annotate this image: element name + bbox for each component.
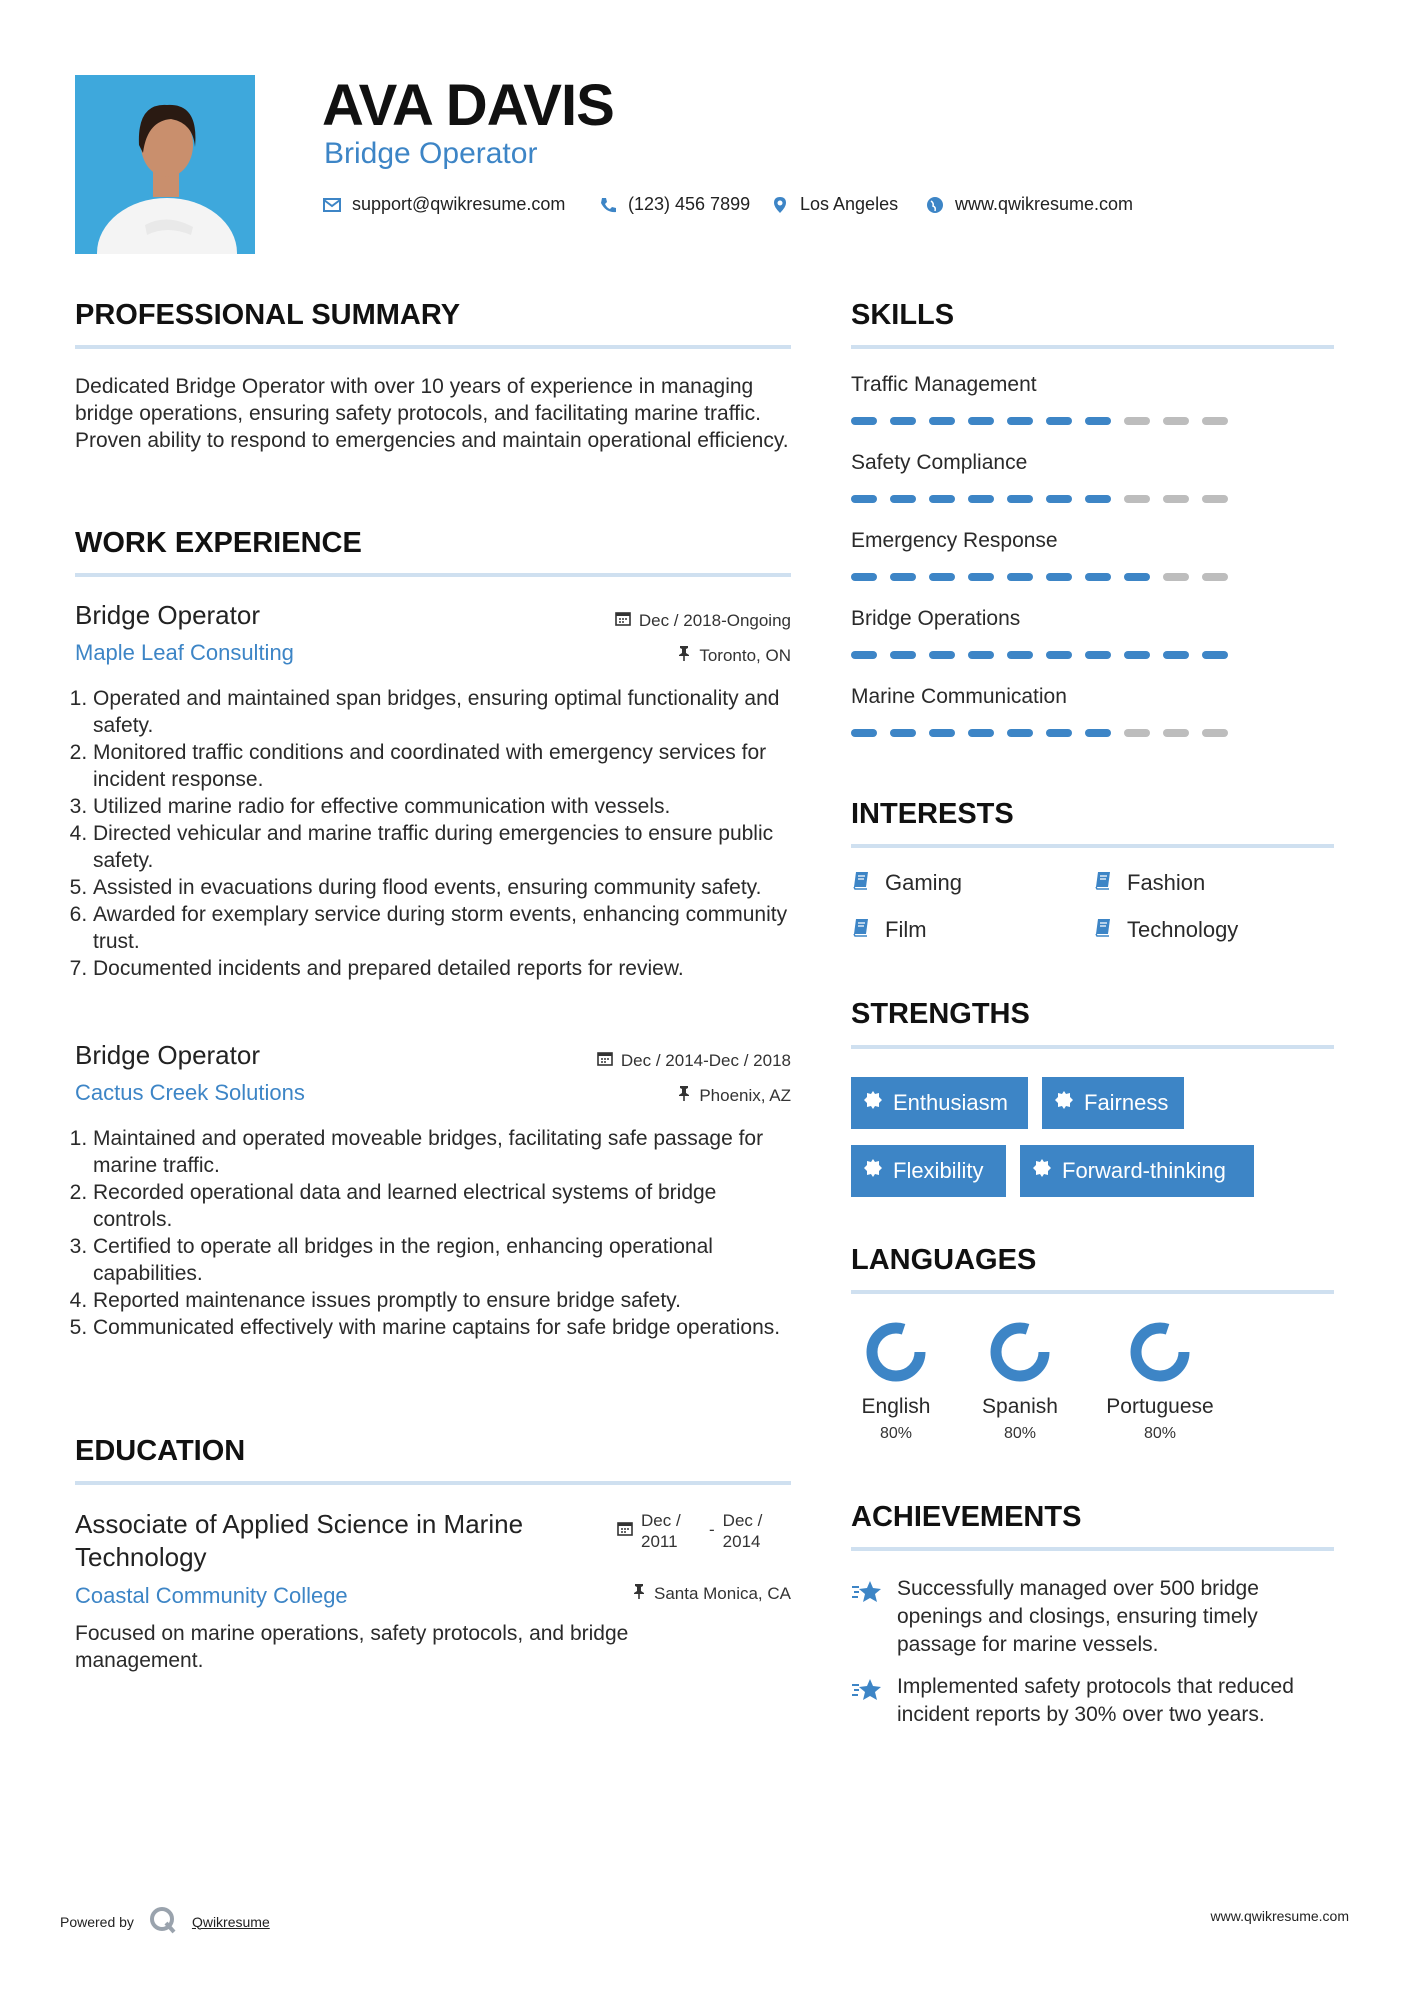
job-date: Dec / 2014-Dec / 2018 bbox=[597, 1050, 791, 1071]
skill-rating bbox=[851, 573, 1228, 581]
contact-phone[interactable] bbox=[598, 194, 750, 215]
list-item: 3. Certified to operate all bridges in the region, enhancing operational capabilities. bbox=[93, 1233, 793, 1287]
language-ring-arc bbox=[996, 1328, 1044, 1376]
rating-dash-filled bbox=[1007, 729, 1033, 737]
rating-dash-filled bbox=[1046, 417, 1072, 425]
powered-by-text: Powered by bbox=[60, 1913, 134, 1930]
globe-icon bbox=[925, 195, 945, 215]
phone-icon bbox=[598, 195, 618, 215]
calendar-icon bbox=[617, 1510, 633, 1552]
envelope-icon bbox=[322, 195, 342, 215]
website-text: www.qwikresume.com bbox=[955, 194, 1134, 214]
skill-rating bbox=[851, 417, 1228, 425]
languages-heading: LANGUAGES bbox=[851, 1244, 1037, 1276]
rating-dash-filled bbox=[1046, 495, 1072, 503]
rating-dash-filled bbox=[929, 573, 955, 581]
job-bullets bbox=[75, 685, 793, 982]
pushpin-icon bbox=[632, 1583, 646, 1604]
location-text: Los Angeles bbox=[800, 194, 899, 214]
rating-dash-filled bbox=[1085, 573, 1111, 581]
skills-heading: SKILLS bbox=[851, 299, 955, 331]
phone-text: (123) 456 7899 bbox=[628, 194, 751, 214]
school-name: Coastal Community College bbox=[75, 1583, 348, 1608]
rating-dash-filled bbox=[890, 573, 916, 581]
rating-dash-filled bbox=[929, 729, 955, 737]
map-pin-icon bbox=[770, 195, 790, 215]
skill-name: Traffic Management bbox=[851, 373, 1037, 396]
education-end: Dec / 2014 bbox=[722, 1511, 763, 1551]
rating-dash-filled bbox=[890, 729, 916, 737]
skill-item bbox=[851, 529, 1228, 607]
contact-website[interactable] bbox=[925, 194, 1133, 215]
summary-text: Dedicated Bridge Operator with over 10 years of experience in managing bridge operations, ensuring safety protocols, and facilitating marine traffic. Proven ability to respond to emergencies and maintain operational efficiency. bbox=[75, 375, 789, 452]
languages-list bbox=[851, 1320, 1221, 1443]
badge-icon bbox=[1032, 1158, 1052, 1184]
skill-item bbox=[851, 607, 1228, 685]
rating-dash-filled bbox=[1124, 651, 1150, 659]
pushpin-icon bbox=[677, 1085, 691, 1106]
skill-item bbox=[851, 685, 1228, 763]
language-ring bbox=[988, 1320, 1052, 1384]
footer-website[interactable]: www.qwikresume.com bbox=[1210, 1908, 1349, 1924]
badge-icon bbox=[863, 1158, 883, 1184]
education-location: Santa Monica, CA bbox=[632, 1583, 791, 1604]
list-item: 1. Operated and maintained span bridges, ensuring optimal functionality and safety. bbox=[93, 685, 793, 739]
interest-item: Gaming bbox=[851, 870, 962, 896]
skill-name: Bridge Operations bbox=[851, 607, 1021, 630]
strengths-heading: STRENGTHS bbox=[851, 998, 1030, 1030]
rating-dash-filled bbox=[1007, 495, 1033, 503]
rating-dash-filled bbox=[968, 573, 994, 581]
rating-dash-filled bbox=[929, 495, 955, 503]
language-item bbox=[975, 1320, 1065, 1443]
education-description: Focused on marine operations, safety protocols, and bridge management. bbox=[75, 1622, 629, 1672]
language-name: Spanish bbox=[982, 1395, 1058, 1418]
contact-location bbox=[770, 194, 898, 215]
skill-rating bbox=[851, 729, 1228, 737]
rating-dash-filled bbox=[968, 729, 994, 737]
book-icon bbox=[851, 917, 871, 943]
language-item bbox=[851, 1320, 941, 1443]
education-start: Dec / 2011 bbox=[641, 1511, 681, 1551]
job-bullets bbox=[75, 1125, 793, 1341]
list-item: 5. Assisted in evacuations during flood events, ensuring community safety. bbox=[93, 874, 793, 901]
interest-item: Technology bbox=[1093, 917, 1238, 943]
achievements-divider bbox=[851, 1547, 1334, 1551]
candidate-role: Bridge Operator bbox=[324, 137, 538, 170]
rating-dash-filled bbox=[1085, 651, 1111, 659]
rating-dash-filled bbox=[929, 417, 955, 425]
language-name: Portuguese bbox=[1106, 1395, 1214, 1418]
rating-dash-filled bbox=[1007, 417, 1033, 425]
language-percent: 80% bbox=[1143, 1425, 1177, 1442]
rating-dash-filled bbox=[851, 729, 877, 737]
rating-dash-empty bbox=[1163, 495, 1189, 503]
rating-dash-filled bbox=[1085, 417, 1111, 425]
summary-divider bbox=[75, 345, 791, 349]
rating-dash-filled bbox=[851, 651, 877, 659]
list-item: 6. Awarded for exemplary service during storm events, enhancing community trust. bbox=[93, 901, 793, 955]
achievement-item: Implemented safety protocols that reduced incident reports by 30% over two years. bbox=[851, 1673, 1331, 1729]
skill-item bbox=[851, 373, 1228, 451]
education-date: Dec / 2011 - Dec / 2014 bbox=[617, 1510, 783, 1552]
job-company: Cactus Creek Solutions bbox=[75, 1080, 305, 1105]
achievements-heading: ACHIEVEMENTS bbox=[851, 1501, 1082, 1533]
rating-dash-empty bbox=[1163, 573, 1189, 581]
job-title: Bridge Operator bbox=[75, 600, 260, 630]
email-text: support@qwikresume.com bbox=[352, 194, 566, 214]
rating-dash-filled bbox=[890, 417, 916, 425]
badge-icon bbox=[863, 1090, 883, 1116]
skill-rating bbox=[851, 495, 1228, 503]
strengths-divider bbox=[851, 1045, 1334, 1049]
languages-divider bbox=[851, 1290, 1334, 1294]
skill-rating bbox=[851, 651, 1228, 659]
language-name: English bbox=[861, 1395, 931, 1418]
strength-tag: Fairness bbox=[1042, 1077, 1184, 1129]
education-divider bbox=[75, 1481, 791, 1485]
rating-dash-filled bbox=[1046, 651, 1072, 659]
skill-name: Marine Communication bbox=[851, 685, 1067, 708]
badge-icon bbox=[1054, 1090, 1074, 1116]
contact-email[interactable] bbox=[322, 194, 565, 215]
shooting-star-icon bbox=[851, 1575, 883, 1659]
interest-item: Fashion bbox=[1093, 870, 1205, 896]
job-date: Dec / 2018-Ongoing bbox=[615, 610, 791, 631]
skill-name: Safety Compliance bbox=[851, 451, 1028, 474]
book-icon bbox=[1093, 870, 1113, 896]
rating-dash-filled bbox=[1163, 651, 1189, 659]
pushpin-icon bbox=[677, 645, 691, 666]
skill-item bbox=[851, 451, 1228, 529]
list-item: 3. Utilized marine radio for effective communication with vessels. bbox=[93, 793, 793, 820]
rating-dash-empty bbox=[1124, 417, 1150, 425]
list-item: 5. Communicated effectively with marine captains for safe bridge operations. bbox=[93, 1314, 793, 1341]
interest-item: Film bbox=[851, 917, 927, 943]
list-item: 7. Documented incidents and prepared detailed reports for review. bbox=[93, 955, 793, 982]
candidate-name: AVA DAVIS bbox=[322, 73, 614, 138]
skills-divider bbox=[851, 345, 1334, 349]
skills-list bbox=[851, 373, 1228, 763]
list-item: 4. Reported maintenance issues promptly to ensure bridge safety. bbox=[93, 1287, 793, 1314]
rating-dash-filled bbox=[851, 417, 877, 425]
rating-dash-empty bbox=[1163, 729, 1189, 737]
rating-dash-filled bbox=[1202, 651, 1228, 659]
rating-dash-filled bbox=[1046, 573, 1072, 581]
brand-link[interactable]: Qwikresume bbox=[191, 1913, 270, 1930]
rating-dash-filled bbox=[929, 651, 955, 659]
rating-dash-empty bbox=[1163, 417, 1189, 425]
rating-dash-empty bbox=[1202, 729, 1228, 737]
language-ring bbox=[864, 1320, 928, 1384]
list-item: 4. Directed vehicular and marine traffic during emergencies to ensure public safety. bbox=[93, 820, 793, 874]
education-heading: EDUCATION bbox=[75, 1435, 246, 1467]
rating-dash-filled bbox=[1124, 573, 1150, 581]
interests-divider bbox=[851, 844, 1334, 848]
language-percent: 80% bbox=[879, 1425, 913, 1442]
rating-dash-filled bbox=[890, 651, 916, 659]
book-icon bbox=[851, 870, 871, 896]
strength-tag: Flexibility bbox=[851, 1145, 1006, 1197]
experience-divider bbox=[75, 573, 791, 577]
strength-tag: Forward-thinking bbox=[1020, 1145, 1254, 1197]
rating-dash-empty bbox=[1124, 495, 1150, 503]
language-ring bbox=[1128, 1320, 1192, 1384]
rating-dash-filled bbox=[1046, 729, 1072, 737]
rating-dash-empty bbox=[1202, 417, 1228, 425]
list-item: 2. Recorded operational data and learned electrical systems of bridge controls. bbox=[93, 1179, 793, 1233]
profile-photo bbox=[75, 75, 255, 254]
rating-dash-empty bbox=[1124, 729, 1150, 737]
language-item bbox=[1099, 1320, 1221, 1443]
shooting-star-icon bbox=[851, 1673, 883, 1729]
list-item: 2. Monitored traffic conditions and coordinated with emergency services for incident response. bbox=[93, 739, 793, 793]
summary-heading: PROFESSIONAL SUMMARY bbox=[75, 299, 461, 331]
rating-dash-filled bbox=[968, 417, 994, 425]
book-icon bbox=[1093, 917, 1113, 943]
job-company: Maple Leaf Consulting bbox=[75, 640, 294, 665]
rating-dash-filled bbox=[1085, 495, 1111, 503]
qwikresume-logo-icon bbox=[148, 1905, 178, 1938]
rating-dash-empty bbox=[1202, 495, 1228, 503]
rating-dash-filled bbox=[968, 651, 994, 659]
rating-dash-filled bbox=[1007, 573, 1033, 581]
calendar-icon bbox=[597, 1050, 613, 1071]
degree-title: Associate of Applied Science in Marine Technology bbox=[75, 1509, 524, 1572]
rating-dash-filled bbox=[1007, 651, 1033, 659]
job-location: Toronto, ON bbox=[677, 645, 791, 666]
calendar-icon bbox=[615, 610, 631, 631]
skill-name: Emergency Response bbox=[851, 529, 1058, 552]
strength-tag: Enthusiasm bbox=[851, 1077, 1028, 1129]
rating-dash-filled bbox=[968, 495, 994, 503]
interests-heading: INTERESTS bbox=[851, 798, 1014, 830]
job-title: Bridge Operator bbox=[75, 1040, 260, 1070]
rating-dash-filled bbox=[851, 573, 877, 581]
experience-heading: WORK EXPERIENCE bbox=[75, 527, 362, 559]
rating-dash-filled bbox=[890, 495, 916, 503]
language-ring-arc bbox=[1136, 1328, 1184, 1376]
footer-branding bbox=[60, 1905, 270, 1938]
rating-dash-filled bbox=[851, 495, 877, 503]
achievement-item: Successfully managed over 500 bridge openings and closings, ensuring timely passage for marine vessels. bbox=[851, 1575, 1331, 1659]
rating-dash-filled bbox=[1085, 729, 1111, 737]
language-ring-arc bbox=[872, 1328, 920, 1376]
list-item: 1. Maintained and operated moveable bridges, facilitating safe passage for marine traffic. bbox=[93, 1125, 793, 1179]
job-location: Phoenix, AZ bbox=[677, 1085, 791, 1106]
rating-dash-empty bbox=[1202, 573, 1228, 581]
language-percent: 80% bbox=[1003, 1425, 1037, 1442]
